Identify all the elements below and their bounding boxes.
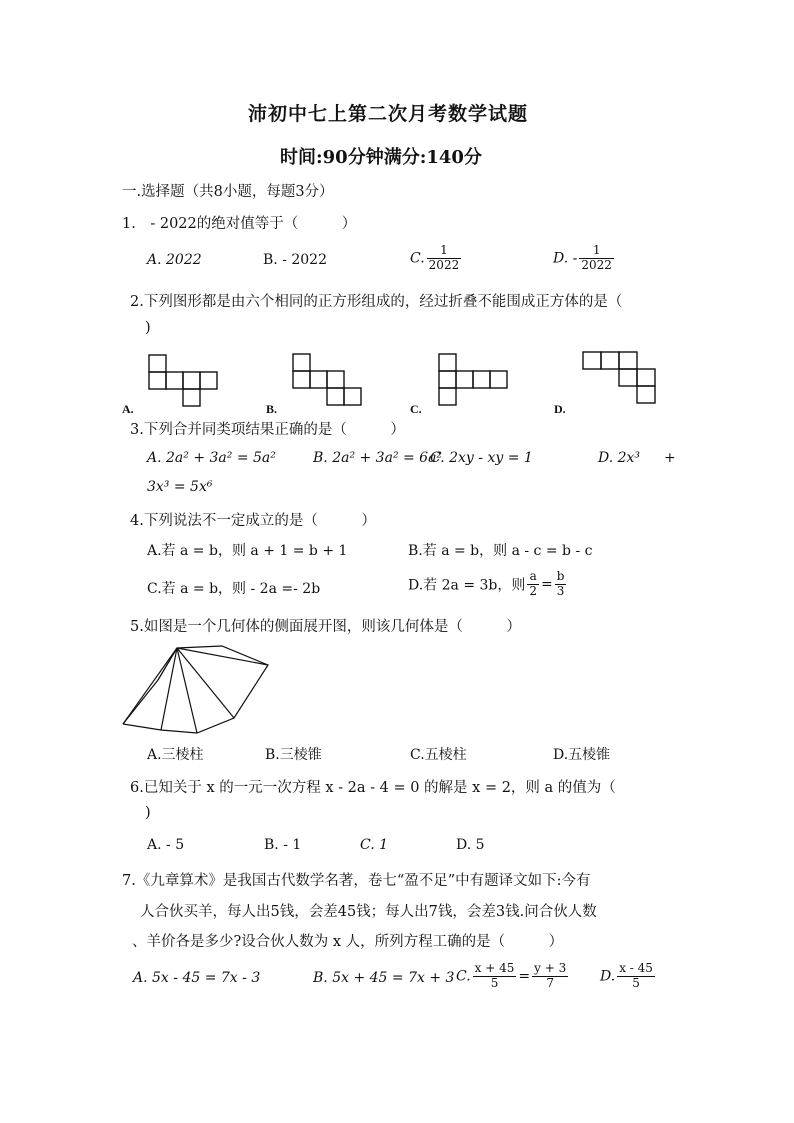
q3-option-b: B. 2a² + 3a² = 6a² bbox=[313, 450, 443, 466]
q7-c-frac2-den: 7 bbox=[546, 975, 555, 990]
q4-stem: 4.下列说法不一定成立的是（ ） bbox=[130, 513, 376, 529]
q3-stem: 3.下列合并同类项结果正确的是（ ） bbox=[130, 422, 405, 438]
q5-option-d: D.五棱锥 bbox=[553, 747, 611, 763]
q1-d-denominator: 2022 bbox=[581, 257, 612, 272]
q6-option-c: C. 1 bbox=[360, 837, 389, 853]
q1-option-b: B. - 2022 bbox=[263, 252, 327, 268]
q7-d-frac-num: x - 45 bbox=[619, 961, 653, 975]
q7-option-a: A. 5x - 45 = 7x - 3 bbox=[133, 970, 261, 986]
q4-d-frac1-num: a bbox=[527, 570, 539, 585]
q6-stem: 6.已知关于 x 的一元一次方程 x - 2a - 4 = 0 的解是 x = 2，则 a 的值为（ bbox=[130, 780, 616, 796]
q7-option-c: C. $\frac{x + 45}{5}$ = $\frac{y + 3}{7}$ bbox=[456, 961, 567, 990]
q1-option-a: A. 2022 bbox=[147, 252, 202, 268]
q2-label-c: C. bbox=[410, 402, 422, 416]
q1-option-d: D. - $\frac{1}{2022}$ bbox=[553, 243, 612, 272]
section-heading: 一.选择题（共8小题，每题3分） bbox=[122, 184, 334, 200]
q2-label-a: A. bbox=[122, 402, 134, 416]
q2-stem-end: ) bbox=[145, 320, 151, 336]
q4-option-d: D.若 2a = 3b，则 $\frac{a}{2}$ = $\frac{b}{3}$ bbox=[408, 569, 565, 598]
q4-d-frac1-den: 2 bbox=[529, 583, 538, 598]
q5-lateral-net-figure bbox=[118, 644, 278, 738]
q7-stem-line1: 7.《九章算术》是我国古代数学名著，卷七“盈不足”中有题译文如下:今有 bbox=[122, 873, 591, 889]
q3-option-d-plus: + bbox=[664, 450, 676, 466]
q2-label-b: B. bbox=[266, 402, 278, 416]
q3-option-d: D. 2x³ bbox=[598, 450, 641, 466]
q1-d-numerator: 1 bbox=[579, 244, 614, 259]
q5-option-c: C.五棱柱 bbox=[410, 747, 467, 763]
q2-net-a bbox=[148, 354, 220, 410]
q7-option-d: D. $\frac{x - 45}{5}$ bbox=[600, 961, 653, 990]
q7-option-b: B. 5x + 45 = 7x + 3 bbox=[313, 970, 455, 986]
exam-title: 沛初中七上第二次月考数学试题 bbox=[248, 103, 529, 125]
q7-stem-line3: 、羊价各是多少?设合伙人数为 x 人，所列方程工确的是（ ） bbox=[132, 934, 564, 950]
q2-net-c bbox=[438, 353, 514, 409]
q2-stem: 2.下列图形都是由六个相同的正方形组成的，经过折叠不能围成正方体的是（ bbox=[130, 294, 623, 310]
exam-time-score: 时间:90分钟满分:140分 bbox=[280, 147, 482, 168]
q2-net-b bbox=[292, 353, 366, 409]
q6-option-b: B. - 1 bbox=[264, 837, 302, 853]
q7-c-frac1-num: x + 45 bbox=[474, 961, 515, 975]
q6-option-a: A. - 5 bbox=[147, 837, 185, 853]
q1-c-denominator: 2022 bbox=[428, 257, 460, 272]
q3-option-d-cont: 3x³ = 5x⁶ bbox=[147, 479, 213, 495]
q4-d-frac2-num: b bbox=[556, 569, 565, 583]
q1-stem: 1. - 2022的绝对值等于（ ） bbox=[122, 216, 357, 232]
q7-stem-line2: 人合伙买羊，每人出5钱，会差45钱；每人出7钱，会差3钱.问合伙人数 bbox=[140, 904, 597, 920]
q4-option-c: C.若 a = b，则 - 2a =- 2b bbox=[147, 581, 321, 597]
q6-stem-end: ) bbox=[145, 805, 151, 821]
q5-stem: 5.如图是一个几何体的侧面展开图，则该几何体是（ ） bbox=[130, 619, 521, 635]
q7-c-frac1-den: 5 bbox=[490, 975, 499, 990]
q2-label-d: D. bbox=[554, 402, 566, 416]
q6-option-d: D. 5 bbox=[456, 837, 485, 853]
q2-net-d bbox=[582, 351, 658, 407]
q5-option-b: B.三棱锥 bbox=[265, 747, 322, 763]
q7-c-frac2-num: y + 3 bbox=[534, 961, 567, 975]
q7-d-frac-den: 5 bbox=[632, 975, 640, 990]
q1-option-c: C. $\frac{1}{2022}$ bbox=[410, 243, 460, 272]
q3-option-a: A. 2a² + 3a² = 5a² bbox=[147, 450, 276, 466]
q4-option-b: B.若 a = b，则 a - c = b - c bbox=[408, 543, 593, 559]
q4-option-a: A.若 a = b，则 a + 1 = b + 1 bbox=[147, 543, 348, 559]
q5-option-a: A.三棱柱 bbox=[147, 747, 204, 763]
q4-d-frac2-den: 3 bbox=[556, 583, 565, 598]
q1-c-numerator: 1 bbox=[427, 244, 462, 259]
q3-option-c: C. 2xy - xy = 1 bbox=[430, 450, 533, 466]
